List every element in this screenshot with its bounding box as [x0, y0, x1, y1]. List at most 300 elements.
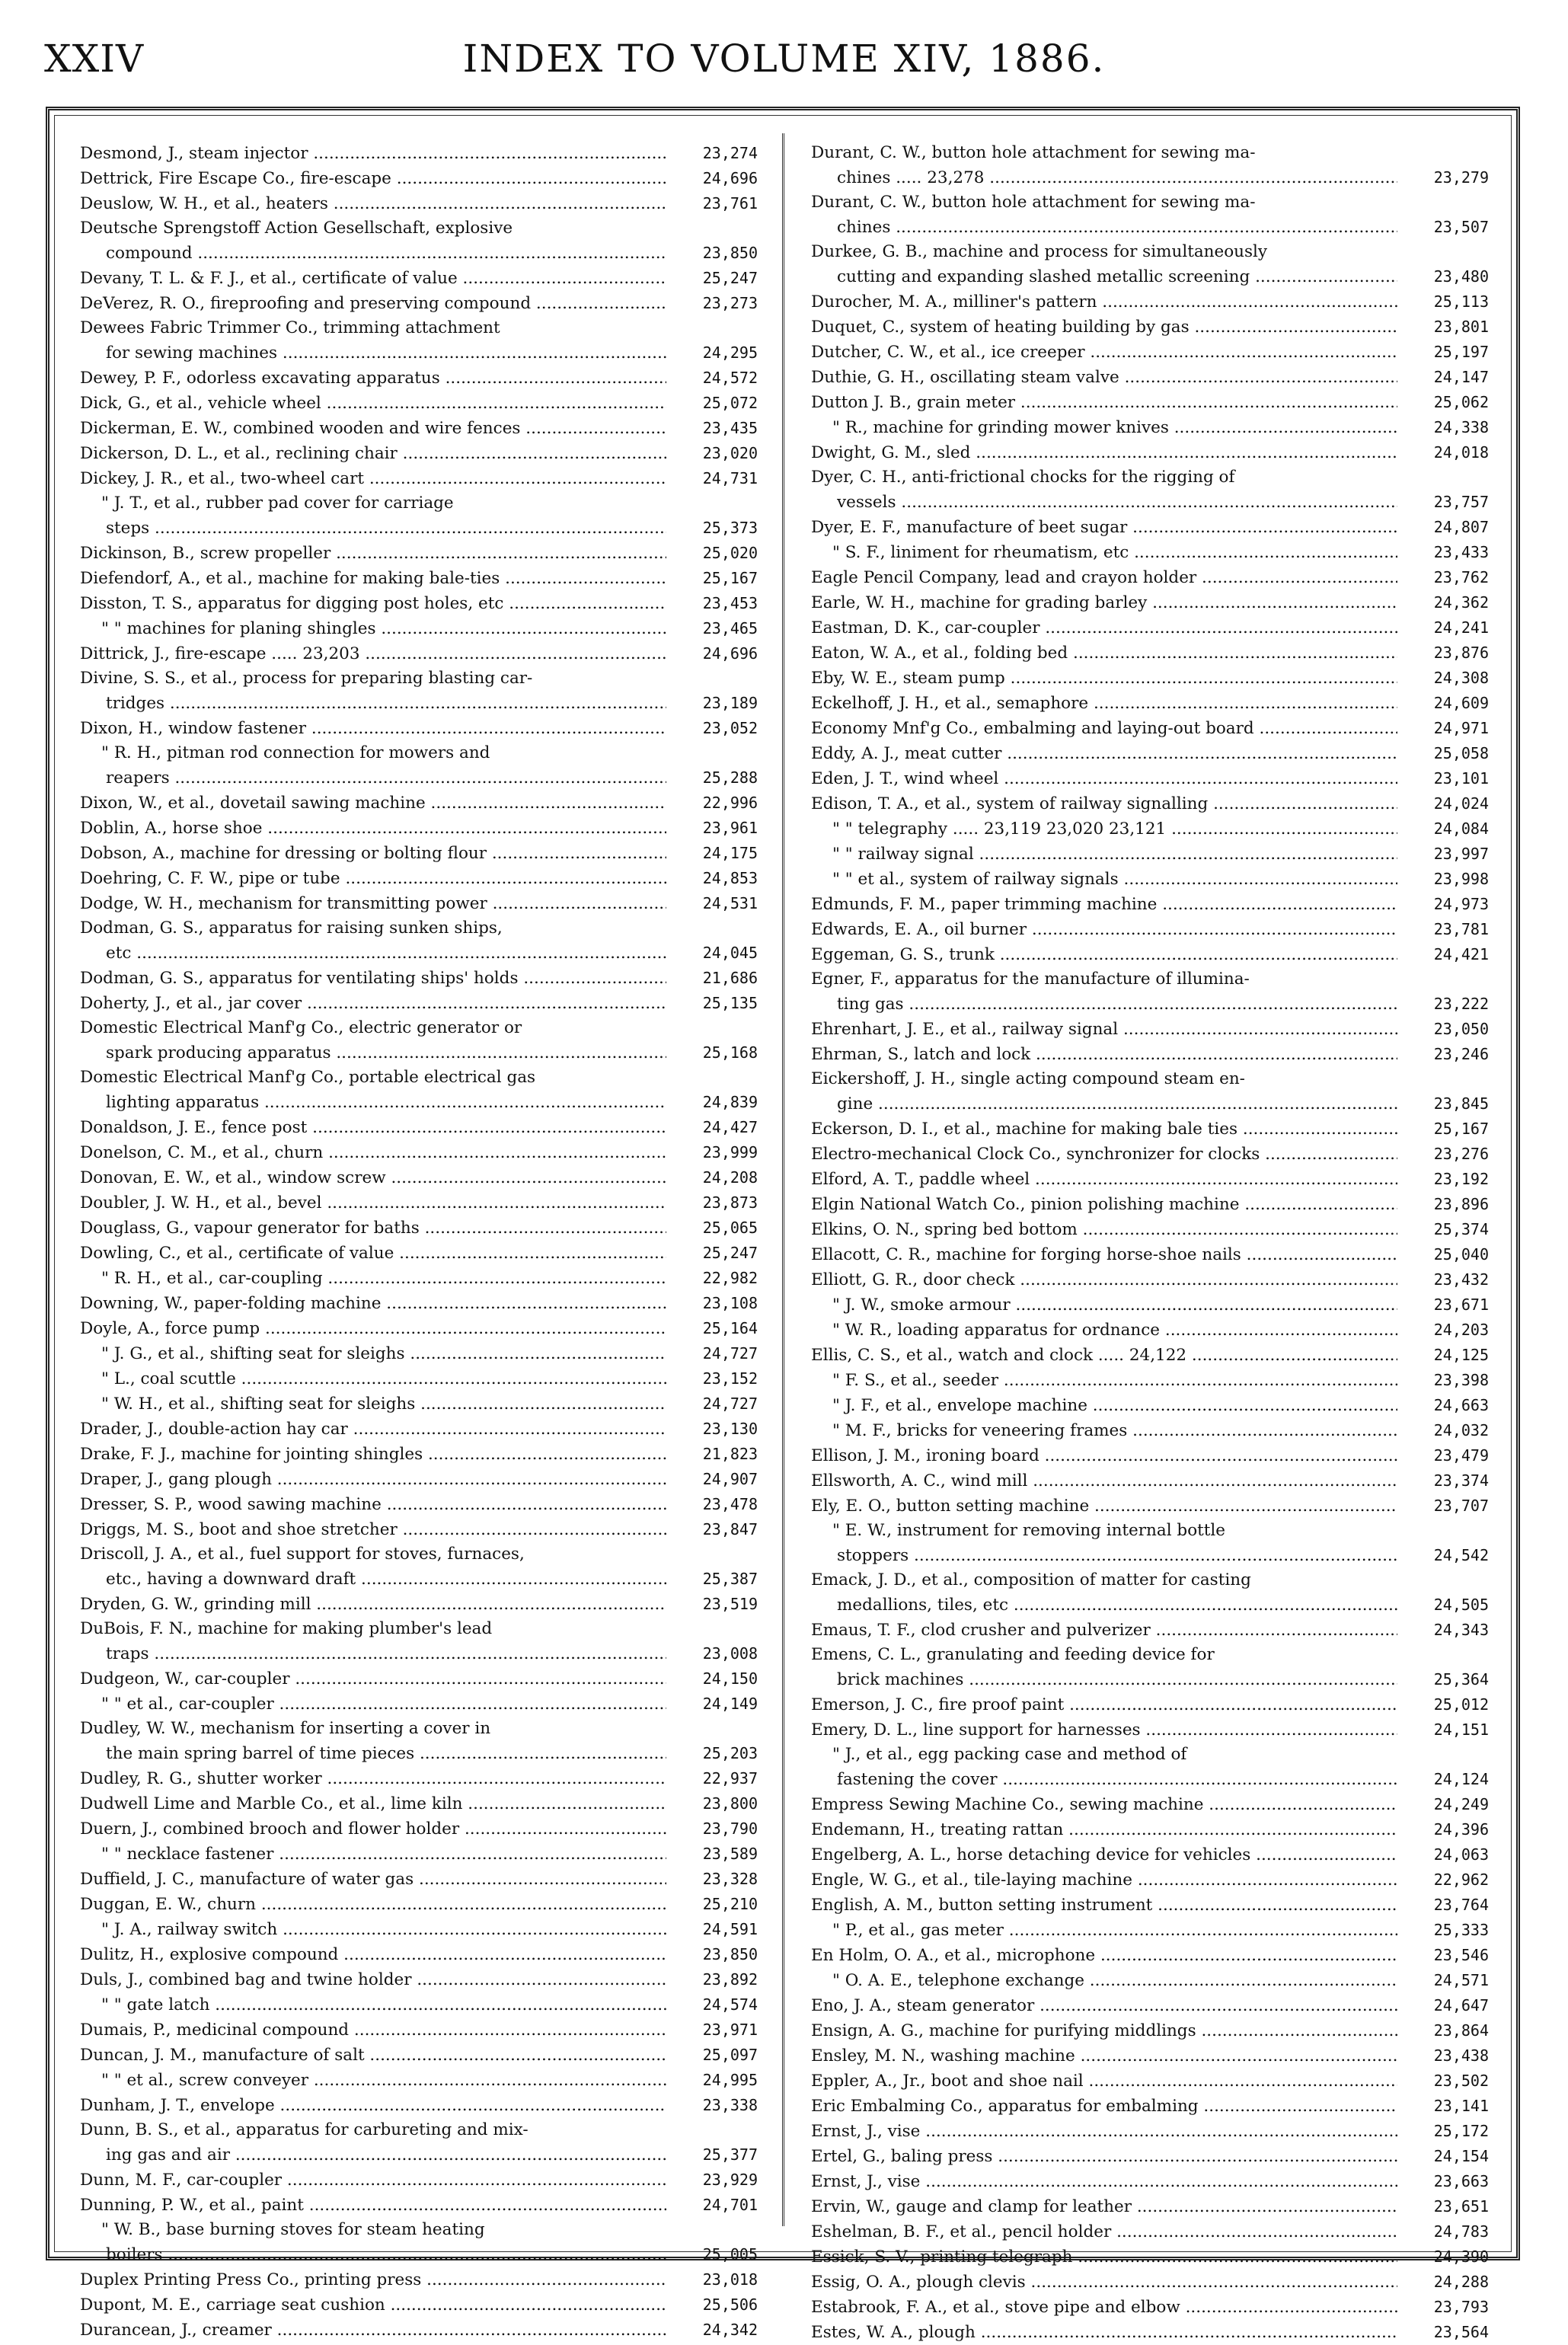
- index-entry: [80, 916, 758, 941]
- index-entry-number: 23,432: [1433, 1270, 1489, 1289]
- index-entry-number: 23,279: [1433, 168, 1489, 187]
- index-entry-number: 23,130: [702, 1420, 758, 1438]
- index-entry-number: 25,373: [702, 519, 758, 537]
- index-entry: [80, 541, 758, 566]
- index-entry-text: Egner, F., apparatus for the manufacture of illumina-: [811, 970, 1250, 989]
- index-entry-text: Edison, T. A., et al., system of railway signalling .....: [811, 792, 1397, 816]
- index-entry-text: Dunn, M. F., car-coupler .....: [80, 2168, 666, 2193]
- index-entry-number: 23,438: [1433, 2046, 1489, 2065]
- index-entry: [80, 2193, 758, 2218]
- index-entry-text: Duthie, G. H., oscillating steam valve .....: [811, 366, 1397, 390]
- index-entry-number: 24,727: [702, 1344, 758, 1363]
- index-entry-number: 25,172: [1433, 2122, 1489, 2140]
- index-entry-text: boilers .....: [106, 2243, 666, 2267]
- index-entry: [80, 2242, 758, 2267]
- index-entry-number: 24,505: [1433, 1596, 1489, 1614]
- index-entry: [811, 165, 1489, 190]
- index-entry-number: 23,876: [1433, 644, 1489, 662]
- index-entry: [811, 992, 1489, 1017]
- index-entry: [80, 1917, 758, 1942]
- index-entry-number: 23,801: [1433, 318, 1489, 336]
- index-entry: [80, 1291, 758, 1316]
- index-entry-text: Eden, J. T., wind wheel .....: [811, 767, 1397, 791]
- index-entry-number: 23,274: [702, 144, 758, 162]
- index-entry: [811, 2244, 1489, 2270]
- index-entry-text: Emerson, J. C., fire proof paint .....: [811, 1693, 1397, 1717]
- index-entry: [80, 641, 758, 666]
- index-entry-text: Donelson, C. M., et al., churn .....: [80, 1141, 666, 1165]
- index-entry-number: 23,050: [1433, 1020, 1489, 1038]
- index-entry-number: 25,012: [1433, 1695, 1489, 1714]
- index-column-left: [80, 141, 758, 2343]
- index-entry: [811, 590, 1489, 615]
- index-entry: [80, 1892, 758, 1917]
- index-entry-text: Dickinson, B., screw propeller .....: [80, 542, 666, 566]
- index-entry-text: Eastman, D. K., car-coupler .....: [811, 616, 1397, 641]
- index-entry: [811, 1142, 1489, 1167]
- index-entry-number: 24,853: [702, 869, 758, 887]
- index-entry-number: 22,937: [702, 1769, 758, 1788]
- index-entry-text: Dutcher, C. W., et al., ice creeper .....: [811, 340, 1397, 365]
- index-entry: [811, 741, 1489, 766]
- index-entry: [80, 1641, 758, 1666]
- index-entry-number: 24,572: [702, 369, 758, 387]
- index-entry-text: Driggs, M. S., boot and shoe stretcher .....: [80, 1518, 666, 1542]
- index-entry: [80, 2093, 758, 2118]
- index-entry: [80, 1417, 758, 1442]
- index-entry-text: Dwight, G. M., sled .....: [811, 441, 1397, 465]
- index-frame: [46, 107, 1520, 2342]
- index-entry-text: Dewees Fabric Trimmer Co., trimming attachment: [80, 318, 500, 337]
- index-entry-text: Dupont, M. E., carriage seat cushion .....: [80, 2293, 666, 2318]
- index-entry-number: 21,823: [702, 1445, 758, 1463]
- index-entry: [811, 1443, 1489, 1468]
- index-entry-number: 25,058: [1433, 744, 1489, 762]
- index-entry-number: 23,850: [702, 244, 758, 262]
- index-entry: [811, 1643, 1489, 1667]
- index-entry: [811, 2119, 1489, 2144]
- index-entry: [811, 215, 1489, 240]
- index-entry-number: 23,896: [1433, 1195, 1489, 1213]
- index-entry: [811, 2295, 1489, 2320]
- index-entry-number: 23,101: [1433, 769, 1489, 788]
- index-entry-text: fastening the cover .....: [837, 1768, 1397, 1792]
- index-entry-number: 23,762: [1433, 568, 1489, 586]
- index-entry-text: Durant, C. W., button hole attachment for sewing ma-: [811, 193, 1256, 212]
- index-entry-number: 23,663: [1433, 2172, 1489, 2190]
- index-entry-text: Ensign, A. G., machine for purifying middlings .....: [811, 2019, 1397, 2043]
- index-entry: [80, 491, 758, 516]
- index-entry-number: 24,084: [1433, 819, 1489, 838]
- index-entry: [811, 2018, 1489, 2043]
- index-entry: [80, 1241, 758, 1266]
- index-entry-number: 23,761: [702, 194, 758, 212]
- index-entry-text: " " et al., system of railway signals .....: [832, 867, 1397, 892]
- index-entry-text: traps .....: [106, 1642, 666, 1666]
- index-entry: [811, 1091, 1489, 1117]
- index-entry-text: Earle, W. H., machine for grading barley .....: [811, 591, 1397, 615]
- index-entry-number: 24,045: [702, 944, 758, 962]
- index-entry-text: DuBois, F. N., machine for making plumber's lead: [80, 1619, 493, 1638]
- index-entry: [80, 1366, 758, 1391]
- index-entry-text: Dewey, P. F., odorless excavating apparatus .....: [80, 366, 666, 391]
- index-entry-text: Dodge, W. H., mechanism for transmitting power .....: [80, 892, 666, 916]
- index-entry-number: 25,506: [702, 2295, 758, 2314]
- index-entry-number: 23,276: [1433, 1145, 1489, 1163]
- index-entry-text: Elford, A. T., paddle wheel .....: [811, 1168, 1397, 1192]
- index-entry: [811, 415, 1489, 440]
- index-entry: [811, 1343, 1489, 1368]
- index-entry-text: Eagle Pencil Company, lead and crayon holder .....: [811, 566, 1397, 590]
- index-entry-text: steps .....: [106, 516, 666, 541]
- index-entry-number: 24,971: [1433, 719, 1489, 737]
- index-entry-text: Dickerson, D. L., et al., reclining chair .....: [80, 442, 666, 466]
- index-entry: [811, 315, 1489, 340]
- index-entry: [811, 1842, 1489, 1867]
- index-entry-number: 24,343: [1433, 1621, 1489, 1639]
- index-entry-text: medallions, tiles, etc .....: [837, 1593, 1397, 1618]
- index-entry-number: 25,062: [1433, 393, 1489, 411]
- index-entry: [80, 1766, 758, 1791]
- index-entry-text: Dryden, G. W., grinding mill .....: [80, 1593, 666, 1617]
- index-entry-text: Domestic Electrical Manf'g Co., portable electrical gas: [80, 1068, 536, 1087]
- index-entry: [811, 641, 1489, 666]
- index-entry-number: 23,519: [702, 1595, 758, 1613]
- index-entry-number: 24,124: [1433, 1770, 1489, 1788]
- index-entry-text: Dudley, R. G., shutter worker .....: [80, 1767, 666, 1791]
- index-entry-text: gine .....: [837, 1092, 1397, 1117]
- index-entry: [811, 2270, 1489, 2295]
- index-entry: [80, 1867, 758, 1892]
- index-entry: [80, 1717, 758, 1741]
- index-entry: [811, 666, 1489, 691]
- index-entry-number: 24,032: [1433, 1421, 1489, 1439]
- index-entry: [80, 1065, 758, 1090]
- index-entry-text: Draper, J., gang plough .....: [80, 1468, 666, 1492]
- index-entry: [811, 791, 1489, 816]
- index-entry-text: " P., et al., gas meter .....: [832, 1918, 1397, 1943]
- index-entry: [80, 866, 758, 891]
- index-entry-text: Ervin, W., gauge and clamp for leather .....: [811, 2195, 1397, 2219]
- index-entry: [811, 1468, 1489, 1494]
- index-entry-text: Ernst, J., vise .....: [811, 2120, 1397, 2144]
- index-entry: [811, 1543, 1489, 1568]
- index-entry-text: Eno, J. A., steam generator .....: [811, 1994, 1397, 2018]
- index-entry-text: Essig, O. A., plough clevis .....: [811, 2270, 1397, 2295]
- index-entry: [811, 1593, 1489, 1618]
- index-entry: [80, 1190, 758, 1216]
- index-entry-number: 24,421: [1433, 945, 1489, 963]
- index-entry: [80, 1617, 758, 1641]
- index-entry: [80, 2218, 758, 2242]
- index-entry-number: 25,247: [702, 269, 758, 287]
- index-entry-text: Empress Sewing Machine Co., sewing machine .....: [811, 1793, 1397, 1817]
- index-entry-text: etc., having a downward draft .....: [106, 1567, 666, 1592]
- index-entry: [80, 991, 758, 1016]
- index-entry-text: chines ..... 23,278 .....: [837, 166, 1397, 190]
- index-entry-number: 24,149: [702, 1695, 758, 1713]
- index-entry-number: 23,246: [1433, 1045, 1489, 1063]
- page-number: XXIV: [44, 37, 145, 81]
- index-entry-number: 24,995: [702, 2071, 758, 2089]
- index-entry-text: Dick, G., et al., vehicle wheel .....: [80, 391, 666, 416]
- index-entry-number: 25,065: [702, 1219, 758, 1237]
- index-entry-number: 23,564: [1433, 2323, 1489, 2341]
- index-entry-text: " " railway signal .....: [832, 842, 1397, 867]
- index-entry-number: 24,783: [1433, 2222, 1489, 2241]
- index-entry: [80, 516, 758, 541]
- index-entry-text: Ensley, M. N., washing machine .....: [811, 2044, 1397, 2069]
- index-entry: [811, 1867, 1489, 1893]
- index-entry-number: 22,962: [1433, 1871, 1489, 1889]
- index-entry-number: 25,040: [1433, 1245, 1489, 1264]
- index-entry-text: Emery, D. L., line support for harnesses .....: [811, 1718, 1397, 1743]
- index-entry-text: Diefendorf, A., et al., machine for making bale-ties .....: [80, 567, 666, 591]
- index-entry-text: Ertel, G., baling press .....: [811, 2145, 1397, 2169]
- index-entry-number: 24,839: [702, 1093, 758, 1111]
- index-entry-number: 25,164: [702, 1319, 758, 1337]
- index-entry: [80, 166, 758, 191]
- index-entry-text: " M. F., bricks for veneering frames .....: [832, 1419, 1397, 1443]
- index-entry-text: Dunn, B. S., et al., apparatus for carbureting and mix-: [80, 2120, 529, 2139]
- index-entry-number: 24,542: [1433, 1546, 1489, 1564]
- index-entry-text: brick machines .....: [837, 1668, 1397, 1692]
- index-entry: [80, 791, 758, 816]
- index-entry: [80, 2043, 758, 2068]
- index-entry-text: Dunham, J. T., envelope .....: [80, 2094, 666, 2118]
- index-entry: [811, 1318, 1489, 1343]
- index-entry-number: 24,807: [1433, 518, 1489, 536]
- index-entry-text: Dudley, W. W., mechanism for inserting a cover in: [80, 1719, 491, 1738]
- index-entry: [80, 1016, 758, 1040]
- index-entry-text: Eby, W. E., steam pump .....: [811, 666, 1397, 691]
- index-entry-text: " R. H., pitman rod connection for mowers and: [101, 743, 490, 762]
- index-entry: [811, 1943, 1489, 1968]
- index-entry-text: " J. F., et al., envelope machine .....: [832, 1394, 1397, 1418]
- index-entry-number: 24,647: [1433, 1996, 1489, 2014]
- index-entry-text: Dyer, C. H., anti-frictional chocks for the rigging of: [811, 468, 1235, 487]
- index-entry: [80, 2318, 758, 2343]
- index-entry-number: 24,727: [702, 1395, 758, 1413]
- index-entry-text: Eaton, W. A., et al., folding bed .....: [811, 641, 1397, 666]
- index-entry: [811, 340, 1489, 365]
- index-entry-text: Desmond, J., steam injector .....: [80, 142, 666, 166]
- index-entry-text: Eddy, A. J., meat cutter .....: [811, 742, 1397, 766]
- index-entry-number: 25,374: [1433, 1220, 1489, 1238]
- index-entry: [80, 966, 758, 991]
- index-entry-text: Dobson, A., machine for dressing or bolting flour .....: [80, 842, 666, 866]
- index-entry: [80, 1492, 758, 1517]
- index-entry-number: 24,018: [1433, 443, 1489, 462]
- index-entry-text: reapers .....: [106, 766, 666, 791]
- index-entry-number: 24,609: [1433, 694, 1489, 712]
- index-entry-text: " L., coal scuttle .....: [101, 1367, 666, 1391]
- index-entry-number: 23,453: [702, 594, 758, 612]
- index-entry-number: 23,008: [702, 1644, 758, 1663]
- index-entry: [811, 816, 1489, 842]
- index-entry-text: Doherty, J., et al., jar cover .....: [80, 992, 666, 1016]
- index-entry-number: 25,197: [1433, 343, 1489, 361]
- index-entry-text: Disston, T. S., apparatus for digging post holes, etc .....: [80, 592, 666, 616]
- index-entry-number: 23,793: [1433, 2298, 1489, 2316]
- index-entry-number: 25,288: [702, 768, 758, 787]
- index-entry-text: compound .....: [106, 241, 666, 266]
- index-entry: [80, 2118, 758, 2142]
- index-entry-text: En Holm, O. A., et al., microphone .....: [811, 1944, 1397, 1968]
- index-entry-text: Ellsworth, A. C., wind mill .....: [811, 1469, 1397, 1494]
- index-entry: [80, 1467, 758, 1492]
- index-entry-number: 24,338: [1433, 418, 1489, 436]
- index-entry-number: 24,663: [1433, 1396, 1489, 1414]
- column-divider: [782, 133, 784, 2226]
- index-entry-text: Ely, E. O., button setting machine .....: [811, 1494, 1397, 1519]
- index-entry-number: 23,790: [702, 1819, 758, 1838]
- index-entry: [80, 1967, 758, 1992]
- index-entry-text: vessels .....: [837, 490, 1397, 515]
- index-entry-text: " J. G., et al., shifting seat for sleighs .....: [101, 1342, 666, 1366]
- index-entry: [80, 1216, 758, 1241]
- index-entry: [811, 967, 1489, 992]
- index-entry-number: 23,222: [1433, 995, 1489, 1013]
- index-entry-number: 23,864: [1433, 2021, 1489, 2040]
- index-entry-text: Elkins, O. N., spring bed bottom .....: [811, 1218, 1397, 1242]
- index-entry: [80, 1316, 758, 1341]
- index-entry: [80, 816, 758, 841]
- index-entry: [811, 289, 1489, 315]
- index-entry-text: Dittrick, J., fire-escape ..... 23,203 .....: [80, 642, 666, 666]
- index-entry: [80, 266, 758, 291]
- index-entry: [80, 366, 758, 391]
- index-entry-text: Deuslow, W. H., et al., heaters .....: [80, 192, 666, 216]
- index-entry: [811, 1042, 1489, 1067]
- index-entry: [80, 340, 758, 366]
- index-entry-text: Doyle, A., force pump .....: [80, 1317, 666, 1341]
- index-entry-number: 24,731: [702, 469, 758, 487]
- index-entry-number: 23,764: [1433, 1896, 1489, 1914]
- index-entry-text: Deutsche Sprengstoff Action Gesellschaft, explosive: [80, 219, 513, 238]
- index-entry: [80, 2142, 758, 2168]
- index-entry: [80, 2018, 758, 2043]
- index-entry: [811, 440, 1489, 465]
- index-entry: [811, 1368, 1489, 1393]
- index-entry-number: 23,435: [702, 419, 758, 437]
- index-entry-number: 24,696: [702, 169, 758, 187]
- index-entry: [811, 917, 1489, 942]
- index-entry-text: Domestic Electrical Manf'g Co., electric generator or: [80, 1018, 522, 1037]
- index-entry: [80, 1115, 758, 1140]
- index-entry: [80, 291, 758, 316]
- index-entry-text: tridges .....: [106, 692, 666, 716]
- index-entry: [80, 1140, 758, 1165]
- index-entry-number: 24,295: [702, 343, 758, 362]
- index-entry-text: Dudwell Lime and Marble Co., et al., lime kiln .....: [80, 1792, 666, 1816]
- index-entry-text: Doblin, A., horse shoe .....: [80, 816, 666, 841]
- index-entry-text: " O. A. E., telephone exchange .....: [832, 1969, 1397, 1993]
- index-entry-text: Eshelman, B. F., et al., pencil holder .....: [811, 2220, 1397, 2244]
- index-entry-text: " W. R., loading apparatus for ordnance .....: [832, 1318, 1397, 1343]
- index-entry-text: Estabrook, F. A., et al., stove pipe and elbow .....: [811, 2295, 1397, 2320]
- index-entry: [80, 1391, 758, 1417]
- index-entry-text: " J., et al., egg packing case and method of: [832, 1745, 1187, 1764]
- index-entry-number: 24,531: [702, 894, 758, 912]
- index-entry: [811, 1067, 1489, 1091]
- index-entry-number: 24,125: [1433, 1346, 1489, 1364]
- index-entry-text: Dresser, S. P., wood sawing machine .....: [80, 1493, 666, 1517]
- index-entry: [80, 1442, 758, 1467]
- index-entry-text: Edmunds, F. M., paper trimming machine .....: [811, 893, 1397, 917]
- index-entry-text: Duncan, J. M., manufacture of salt .....: [80, 2043, 666, 2068]
- index-entry: [811, 365, 1489, 390]
- index-entry: [80, 691, 758, 716]
- index-entry-number: 24,396: [1433, 1820, 1489, 1839]
- index-entry-text: cutting and expanding slashed metallic screening .....: [837, 265, 1397, 289]
- index-entry-text: " S. F., liniment for rheumatism, etc .....: [832, 541, 1397, 565]
- index-entry: [80, 591, 758, 616]
- page-title: INDEX TO VOLUME XIV, 1886.: [462, 37, 1106, 81]
- index-entry-text: " W. B., base burning stoves for steam heating: [101, 2220, 485, 2239]
- index-entry-text: " R., machine for grinding mower knives .....: [832, 416, 1397, 440]
- index-entry-text: Elliott, G. R., door check .....: [811, 1268, 1397, 1292]
- index-entry-number: 23,374: [1433, 1471, 1489, 1490]
- index-entry-number: 23,997: [1433, 845, 1489, 863]
- index-entry: [811, 1418, 1489, 1443]
- index-entry: [80, 1692, 758, 1717]
- index-entry-number: 24,154: [1433, 2147, 1489, 2165]
- index-entry-text: the main spring barrel of time pieces .....: [106, 1742, 666, 1766]
- index-entry: [80, 1266, 758, 1291]
- index-entry-number: 23,971: [702, 2021, 758, 2039]
- index-entry-number: 23,479: [1433, 1446, 1489, 1465]
- index-entry: [811, 2094, 1489, 2119]
- index-entry-text: ing gas and air .....: [106, 2143, 666, 2168]
- index-entry: [80, 1542, 758, 1567]
- index-entry-text: " " telegraphy ..... 23,119 23,020 23,121 .....: [832, 817, 1397, 842]
- index-entry-text: Dulitz, H., explosive compound .....: [80, 1943, 666, 1967]
- index-entry-text: Durant, C. W., button hole attachment for sewing ma-: [811, 143, 1256, 162]
- index-entry-number: 23,873: [702, 1193, 758, 1212]
- index-entry-text: " " et al., screw conveyer .....: [101, 2069, 666, 2093]
- index-column-right: [811, 141, 1489, 2345]
- index-entry-text: Donovan, E. W., et al., window screw .....: [80, 1166, 666, 1190]
- index-entry-text: Dowling, C., et al., certificate of value .....: [80, 1241, 666, 1266]
- index-entry-text: Dyer, E. F., manufacture of beet sugar .....: [811, 516, 1397, 540]
- index-entry: [811, 1692, 1489, 1717]
- index-entry: [80, 891, 758, 916]
- index-entry-text: Emaus, T. F., clod crusher and pulverizer .....: [811, 1618, 1397, 1643]
- index-entry: [811, 264, 1489, 289]
- index-entry-number: 24,427: [702, 1118, 758, 1136]
- index-entry: [811, 565, 1489, 590]
- index-entry: [80, 616, 758, 641]
- index-entry-text: Engle, W. G., et al., tile-laying machine .....: [811, 1868, 1397, 1893]
- index-entry-number: 24,574: [702, 1995, 758, 2014]
- index-entry-text: Eric Embalming Co., apparatus for embalming .....: [811, 2094, 1397, 2119]
- index-entry-text: " J. T., et al., rubber pad cover for carriage: [101, 494, 454, 513]
- index-entry-number: 24,063: [1433, 1845, 1489, 1864]
- index-entry-number: 25,135: [702, 994, 758, 1012]
- index-entry-number: 23,465: [702, 619, 758, 637]
- index-entry-text: Edwards, E. A., oil burner .....: [811, 918, 1397, 942]
- index-entry-text: chines .....: [837, 216, 1397, 240]
- index-entry-text: Ernst, J., vise .....: [811, 2170, 1397, 2194]
- index-entry-text: Ellis, C. S., et al., watch and clock ..... 24,122 .....: [811, 1343, 1397, 1368]
- index-entry-number: 23,152: [702, 1369, 758, 1388]
- index-entry-number: 24,390: [1433, 2248, 1489, 2266]
- index-entry: [811, 615, 1489, 641]
- index-entry-number: 25,020: [702, 544, 758, 562]
- index-entry: [80, 416, 758, 441]
- index-entry-number: 24,208: [702, 1168, 758, 1187]
